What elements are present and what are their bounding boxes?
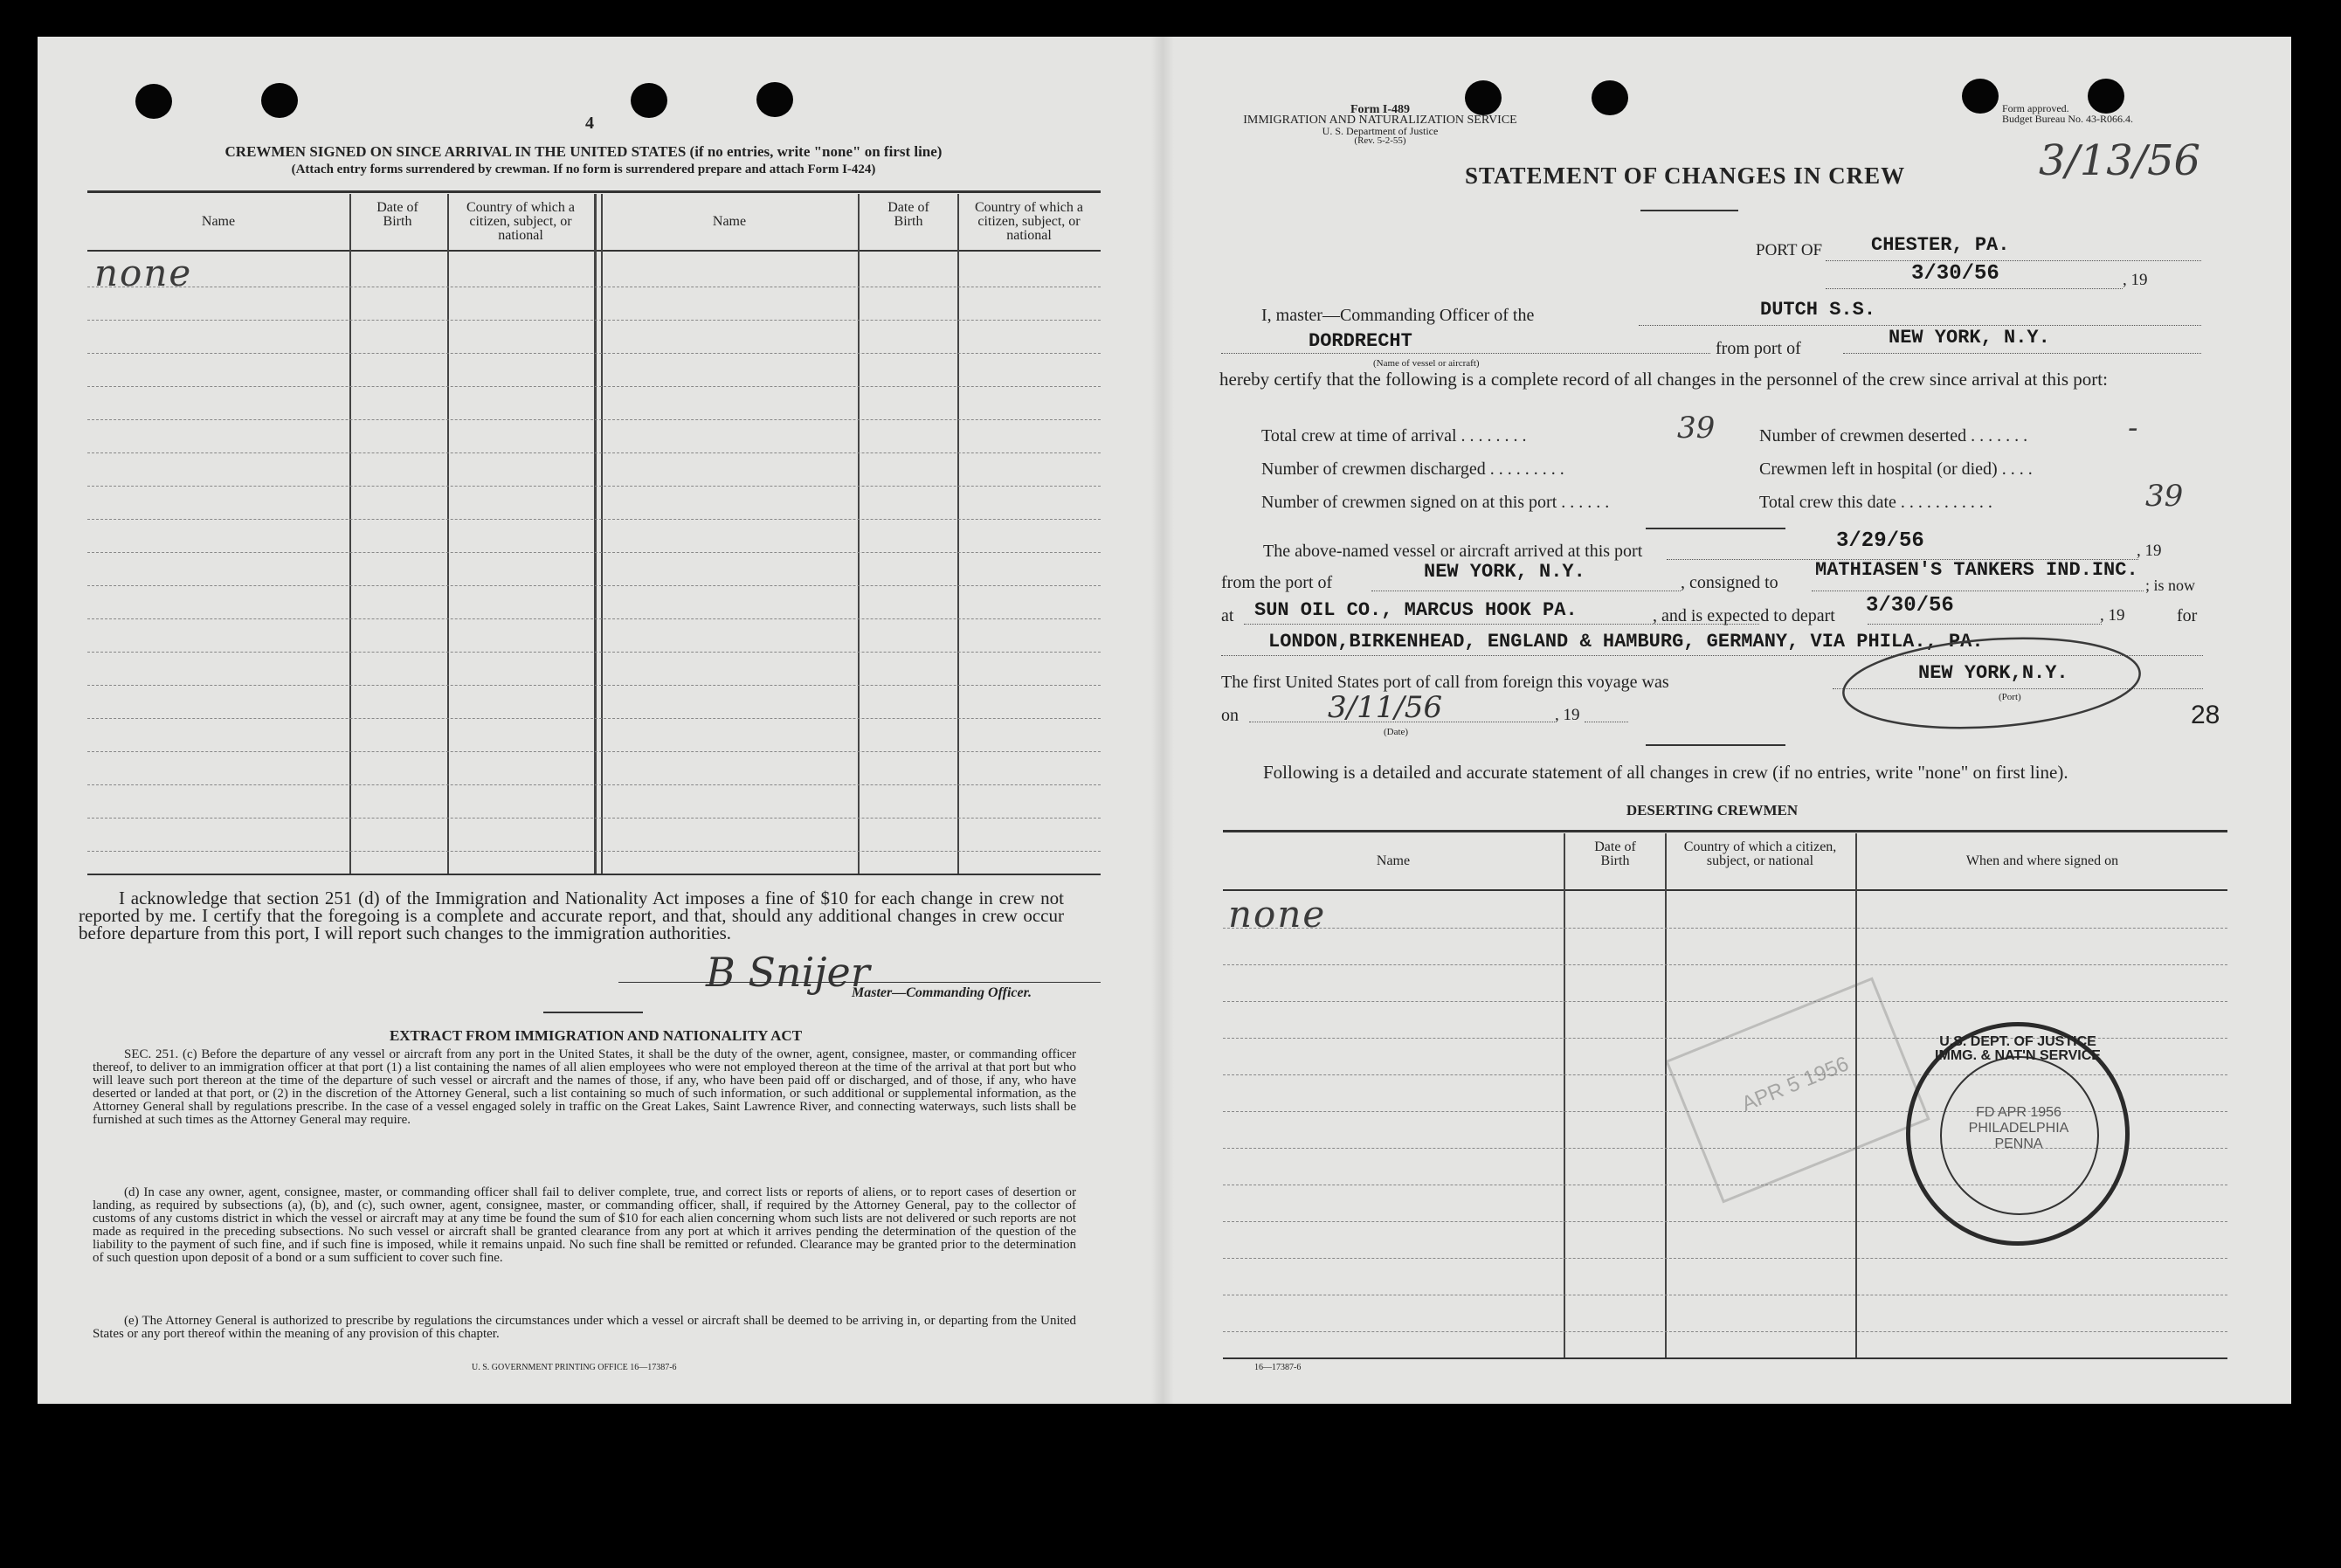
col-name: Name	[201, 214, 236, 229]
form-revision: (Rev. 5-2-55)	[1354, 135, 1406, 146]
at-label: at	[1221, 606, 1234, 625]
desert-col-date-of-birth: Date of Birth	[1594, 839, 1636, 868]
deserted-value: -	[2128, 411, 2138, 446]
desert-col-country: Country of which a citizen, subject, or national	[1683, 839, 1837, 868]
consignee: MATHIASEN'S TANKERS IND.INC.	[1815, 559, 2138, 581]
seal-center-text: FD APR 1956 PHILADELPHIA PENNA	[1968, 1105, 2069, 1151]
circled-port-ellipse	[1834, 631, 2149, 736]
form-title: STATEMENT OF CHANGES IN CREW	[1465, 162, 1906, 189]
from-port-value: NEW YORK, N.Y.	[1889, 327, 2050, 349]
year-suffix: , 19	[2123, 271, 2148, 289]
handwritten-date: 3/13/56	[2039, 136, 2201, 185]
depart-date: 3/30/56	[1866, 594, 1954, 618]
col-country-2: Country of which a citizen, subject, or national	[975, 200, 1083, 243]
page-stamp-number: 28	[2191, 701, 2220, 729]
desert-col-when-where: When and where signed on	[1965, 853, 2119, 868]
vessel-nationality: DUTCH S.S.	[1760, 299, 1876, 321]
deserted-label: Number of crewmen deserted . . . . . . .	[1759, 426, 2028, 446]
punch-hole	[631, 83, 667, 118]
destination: LONDON,BIRKENHEAD, ENGLAND & HAMBURG, GERMANY, VIA PHILA., PA.	[1268, 631, 1984, 653]
year-suffix-4: , 19	[1555, 706, 1580, 724]
left-subheading: (Attach entry forms surrendered by crewman. If no form is surrendered prepare and attach Form I-424)	[291, 162, 876, 176]
certify-text: hereby certify that the following is a complete record of all changes in the personnel of the crew since arrival at this port:	[1219, 369, 2108, 390]
received-stamp-date: APR 5 1956	[1738, 1052, 1853, 1116]
agency-name: IMMIGRATION AND NATURALIZATION SERVICE	[1243, 114, 1517, 127]
page-number: 4	[585, 114, 594, 133]
desert-col-name: Name	[1376, 853, 1411, 868]
punch-hole	[1592, 80, 1628, 115]
first-port-date: 3/11/56	[1328, 690, 1443, 725]
total-arrival-label: Total crew at time of arrival . . . . . . . .	[1261, 426, 1527, 446]
col-date-of-birth-2: Date of Birth	[887, 200, 929, 229]
extract-section-c: SEC. 251. (c) Before the departure of any vessel or aircraft from any port in the United States, it shall be the duty of the owner, agent, consignee, master, or commanding officer thereof, to deliver to an immigration officer at that port (1) a list containing the names of all alien employees who were not employed thereon at the time of the arrival at that port but who will leave such port thereon at the time of the departure of such vessel or aircraft and the names of those, if any, who have been paid off or discharged, and of those, if any, who have deserted or landed at that port, or (2) in the discretion of the Attorney General, such a list containing so much of such information, or such additional or supplemental information, as the Attorney General shall by regulations prescribe. In the case of a vessel engaged solely in traffic on the Great Lakes, Saint Lawrence River, and connecting waterways, such lists shall be furnished at such times as the Attorney General may require.	[93, 1047, 1076, 1127]
year-suffix-2: , 19	[2137, 542, 2162, 560]
punch-hole	[2088, 79, 2124, 114]
first-port-value: NEW YORK,N.Y.	[1918, 662, 2068, 684]
port-caption: (Port)	[1999, 692, 2021, 702]
form-id: Form I-489	[1350, 103, 1411, 116]
consigned-label: , consigned to	[1681, 573, 1778, 592]
from-port-of-value: NEW YORK, N.Y.	[1424, 561, 1585, 583]
arrived-label: The above-named vessel or aircraft arrived at this port	[1263, 542, 1643, 561]
vessel-caption: (Name of vessel or aircraft)	[1373, 358, 1480, 369]
desert-entry-none: none	[1228, 893, 1327, 936]
date-caption: (Date)	[1384, 727, 1409, 737]
following-text: Following is a detailed and accurate statement of all changes in crew (if no entries, write "none" on first line).	[1263, 762, 2068, 783]
right-footer: 16—17387-6	[1254, 1363, 1302, 1372]
col-name-2: Name	[712, 214, 747, 229]
depart-label: , and is expected to depart	[1653, 606, 1835, 625]
punch-hole	[135, 84, 172, 119]
port-value: CHESTER, PA.	[1871, 234, 2010, 256]
extract-section-d: (d) In case any owner, agent, consignee, master, or commanding officer shall fail to deliver complete, true, and correct lists or reports of aliens, or to report cases of desertion or landing, as required by subsections (a), (b), and (c), such owner, agent, consignee, master, or commanding officer, shall, if required by the Attorney General, pay to the collector of customs of any customs district in which the vessel or aircraft may at any time be found the sum of $10 for each alien concerning whom such lists are not delivered or such reports are not made as required in the preceding subsections. No such vessel or aircraft shall be granted clearance from any port at which it arrives pending the determination of the question of the liability to the payment of such fine, and if such fine is imposed, while it remains unpaid. No such fine shall be remitted or refunded. Clearance may be granted prior to the determination of such question upon deposit of a bond or a sum sufficient to cover such fine.	[93, 1185, 1076, 1265]
punch-hole	[756, 82, 793, 117]
deserting-title: DESERTING CREWMEN	[1626, 802, 1799, 819]
vessel-name: DORDRECHT	[1309, 330, 1412, 352]
for-label: for	[2177, 606, 2198, 625]
seal-text: U.S. DEPT. OF JUSTICE IMMG. & NAT'N SERVICE	[1935, 1034, 2101, 1063]
punch-hole	[261, 83, 298, 118]
signature-label: Master—Commanding Officer.	[852, 985, 1032, 1000]
port-label: PORT OF	[1756, 241, 1823, 259]
year-suffix-3: , 19	[2100, 606, 2125, 625]
first-port-label: The first United States port of call from foreign this voyage was	[1221, 673, 1669, 692]
left-heading: CREWMEN SIGNED ON SINCE ARRIVAL IN THE UNITED STATES (if no entries, write "none" on first line)	[224, 143, 943, 160]
left-entry-none: none	[94, 252, 193, 294]
budget-bureau: Budget Bureau No. 43-R066.4.	[2002, 113, 2133, 125]
page-fold	[1151, 37, 1174, 1404]
extract-title: EXTRACT FROM IMMIGRATION AND NATIONALITY ACT	[389, 1027, 803, 1044]
master-label: I, master—Commanding Officer of the	[1261, 306, 1535, 325]
hospital-label: Crewmen left in hospital (or died) . . . .	[1759, 459, 2033, 479]
dept-of-justice-seal	[1906, 1022, 2130, 1246]
total-date-label: Total crew this date . . . . . . . . . . .	[1759, 493, 1992, 512]
punch-hole	[1962, 79, 1999, 114]
location: SUN OIL CO., MARCUS HOOK PA.	[1254, 599, 1578, 621]
master-signature: B Snijer	[706, 949, 870, 996]
department-name: U. S. Department of Justice	[1322, 125, 1439, 137]
on-label: on	[1221, 706, 1239, 725]
left-footer: U. S. GOVERNMENT PRINTING OFFICE 16—17387-6	[472, 1363, 677, 1372]
discharged-label: Number of crewmen discharged . . . . . . . . .	[1261, 459, 1564, 479]
form-approved: Form approved.	[2002, 102, 2069, 114]
from-port-label: from port of	[1716, 339, 1801, 358]
signed-on-label: Number of crewmen signed on at this port . . . . . .	[1261, 493, 1610, 512]
acknowledgment-text: I acknowledge that section 251 (d) of the Immigration and Nationality Act imposes a fine of $10 for each change in crew not reported by me. I certify that the foregoing is a complete and accurate report, and that, should any additional changes in crew occur before departure from this port, I will report such changes to the immigration authorities.	[79, 888, 1064, 943]
total-arrival-value: 39	[1677, 411, 1716, 446]
extract-section-e: (e) The Attorney General is authorized to prescribe by regulations the circumstances under which a vessel or aircraft shall be deemed to be arriving in, or departing from the United States or any port thereof within the meaning of any provision of this chapter.	[93, 1314, 1076, 1341]
col-date-of-birth: Date of Birth	[376, 200, 418, 229]
from-port-of-label: from the port of	[1221, 573, 1333, 592]
col-country: Country of which a citizen, subject, or national	[466, 200, 575, 243]
is-now: ; is now	[2145, 577, 2196, 594]
arrived-date: 3/29/56	[1836, 529, 1924, 553]
statement-date: 3/30/56	[1911, 262, 1999, 286]
total-date-value: 39	[2145, 479, 2184, 514]
